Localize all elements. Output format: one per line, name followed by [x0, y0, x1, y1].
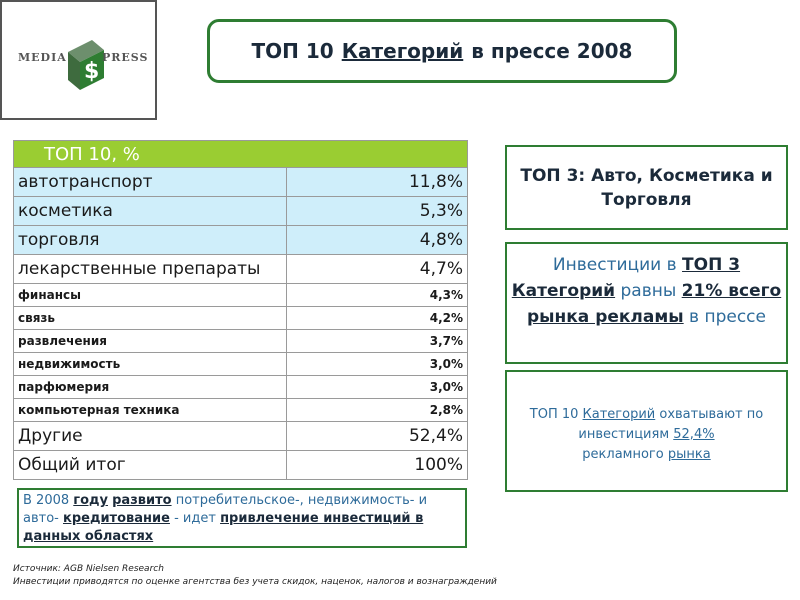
note-text: - идет — [174, 511, 216, 526]
row-category: компьютерная техника — [14, 399, 287, 422]
title-post: в прессе 2008 — [471, 39, 633, 63]
source-line: Источник: AGB Nielsen Research — [13, 564, 164, 574]
row-category: Общий итог — [14, 451, 287, 480]
slide-title — [207, 19, 677, 83]
row-category: парфюмерия — [14, 376, 287, 399]
table-row — [14, 422, 468, 451]
callout-text: охватывают по инвестициям — [578, 407, 764, 442]
logo-text-media: MEDIA — [18, 51, 67, 64]
source-footnote — [13, 563, 497, 589]
top10-table — [13, 140, 468, 480]
callout-text: Инвестиции в — [552, 255, 677, 275]
investment-callout — [505, 242, 788, 364]
table-row — [14, 399, 468, 422]
note-text: потребительское-, недвижимость- и авто- — [23, 493, 428, 526]
row-category: Другие — [14, 422, 287, 451]
callout-highlight: Категорий — [582, 407, 656, 422]
table-row — [14, 226, 468, 255]
top3-callout — [505, 145, 788, 230]
row-value: 52,4% — [287, 422, 468, 451]
note-text: В 2008 — [23, 493, 70, 508]
svg-text:$: $ — [84, 59, 100, 84]
top3-text: ТОП 3: Авто, Косметика и Торговля — [520, 165, 773, 210]
table-row — [14, 168, 468, 197]
table-row — [14, 376, 468, 399]
row-category: развлечения — [14, 330, 287, 353]
table-row — [14, 284, 468, 307]
row-value: 100% — [287, 451, 468, 480]
row-value: 11,8% — [287, 168, 468, 197]
note-highlight: развито — [112, 493, 172, 508]
title-underlined: Категорий — [341, 39, 464, 63]
table-row — [14, 353, 468, 376]
table-row — [14, 307, 468, 330]
row-value: 4,8% — [287, 226, 468, 255]
row-category: лекарственные препараты — [14, 255, 287, 284]
row-category: торговля — [14, 226, 287, 255]
logo-text-press: PRESS — [102, 51, 149, 64]
table-row — [14, 330, 468, 353]
row-value: 3,0% — [287, 353, 468, 376]
coverage-callout — [505, 370, 788, 492]
source-line: Инвестиции приводятся по оценке агентства без учета скидок, наценок, налогов и вознаграждений — [13, 577, 497, 587]
row-value: 2,8% — [287, 399, 468, 422]
callout-highlight: 52,4% — [673, 427, 715, 442]
table-row — [14, 451, 468, 480]
callout-text: в прессе — [689, 307, 766, 327]
note-highlight: году — [73, 493, 108, 508]
row-value: 4,2% — [287, 307, 468, 330]
row-category: автотранспорт — [14, 168, 287, 197]
title-pre: ТОП 10 — [251, 39, 334, 63]
row-value: 3,7% — [287, 330, 468, 353]
callout-highlight: рынка — [667, 447, 711, 462]
callout-text: рекламного — [582, 447, 664, 462]
row-value: 5,3% — [287, 197, 468, 226]
callout-text: ТОП 10 — [529, 407, 579, 422]
row-value: 4,3% — [287, 284, 468, 307]
media-press-logo — [0, 0, 157, 120]
callout-highlight: ТОП 3 Категорий — [511, 255, 741, 301]
row-value: 3,0% — [287, 376, 468, 399]
credit-note — [17, 488, 467, 548]
table-header: ТОП 10, % — [14, 141, 468, 168]
note-highlight: кредитование — [63, 511, 170, 526]
row-category: связь — [14, 307, 287, 330]
table-row — [14, 255, 468, 284]
row-category: косметика — [14, 197, 287, 226]
row-value: 4,7% — [287, 255, 468, 284]
table-row — [14, 197, 468, 226]
callout-text: равны — [620, 281, 677, 301]
note-highlight: привлечение инвестиций в данных областях — [23, 511, 424, 544]
row-category: недвижимость — [14, 353, 287, 376]
row-category: финансы — [14, 284, 287, 307]
dollar-stack-icon — [62, 32, 106, 96]
callout-highlight: 21% всего рынка рекламы — [526, 281, 782, 327]
